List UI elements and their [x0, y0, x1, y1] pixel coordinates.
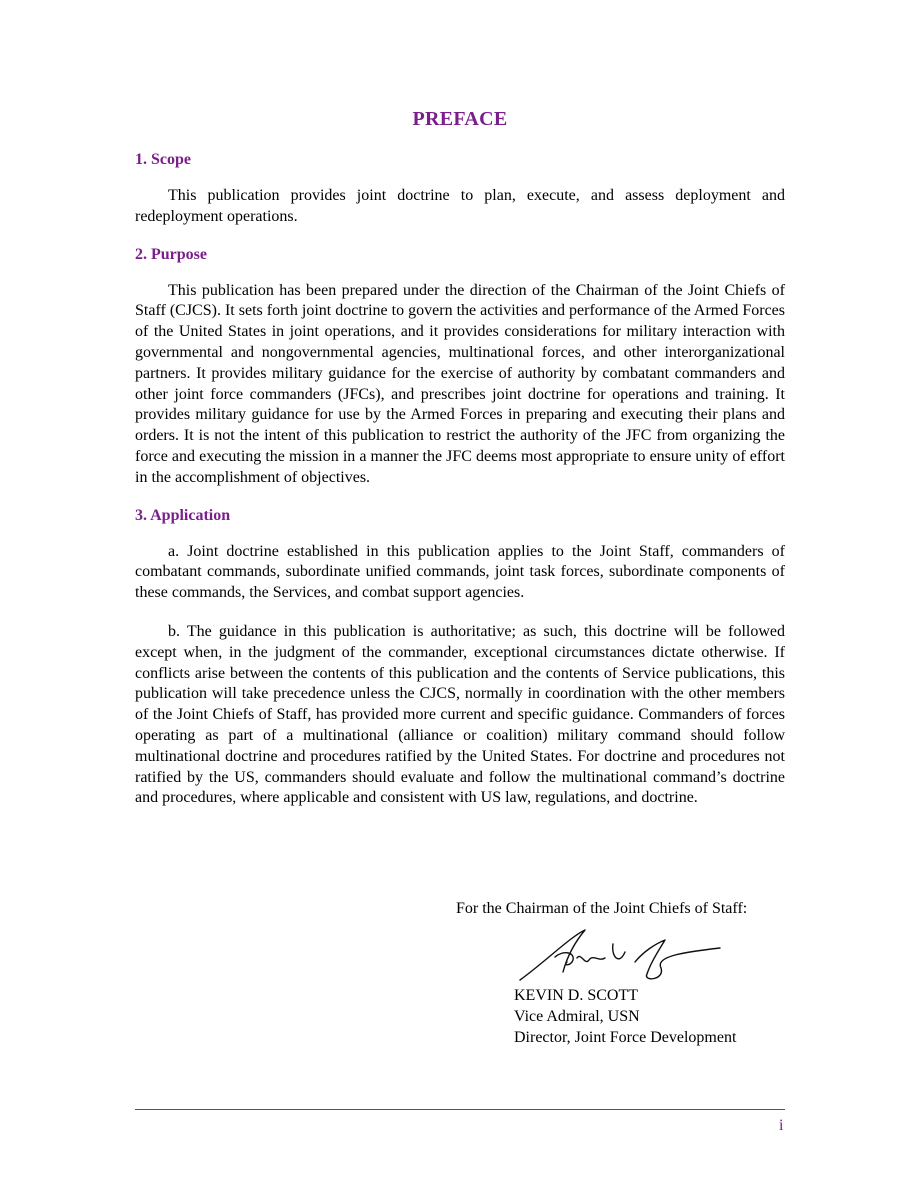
- handwritten-signature: [515, 922, 725, 984]
- scope-paragraph: This publication provides joint doctrine to plan, execute, and assess deployment and redeployment operations.: [135, 187, 785, 225]
- purpose-paragraph: This publication has been prepared under the direction of the Chairman of the Joint Chiefs of Staff (CJCS). It sets forth joint doctrine to govern the activities and performance of the Armed Forces of the United States in joint operations, and it provides considerations for military interaction with governmental and nongovernmental agencies, multinational forces, and other interorganizational partners. It provides military guidance for the exercise of authority by combatant commanders and other joint force commanders (JFCs), and prescribes joint doctrine for operations and training. It provides military guidance for use by the Armed Forces in preparing and executing their plans and orders. It is not the intent of this publication to restrict the authority of the JFC from organizing the force and executing the mission in a manner the JFC deems most appropriate to ensure unity of effort in the accomplishment of objectives.: [135, 281, 785, 486]
- footer-divider: [135, 1109, 785, 1110]
- document-body: [135, 108, 785, 827]
- page-title: PREFACE: [412, 108, 508, 130]
- signer-position: Director, Joint Force Development: [514, 1028, 737, 1046]
- signer-name: KEVIN D. SCOTT: [514, 987, 638, 1004]
- application-paragraph-b: b. The guidance in this publication is authoritative; as such, this doctrine will be followed except when, in the judgment of the commander, exceptional circumstances dictate otherwise. If conflicts arise between the contents of this publication and the contents of Service publications, this publication will take precedence unless the CJCS, normally in coordination with the other members of the Joint Chiefs of Staff, has provided more current and specific guidance. Commanders of forces operating as part of a multinational (alliance or coalition) military command should follow multinational doctrine and procedures ratified by the United States. For doctrine and procedures not ratified by the US, commanders should evaluate and follow the multinational command’s doctrine and procedures, where applicable and consistent with US law, regulations, and doctrine.: [135, 622, 785, 807]
- signer-block: [514, 986, 736, 1048]
- application-paragraph-a: a. Joint doctrine established in this publication applies to the Joint Staff, commanders of combatant commands, subordinate unified commands, joint task forces, subordinate components of these commands, the Services, and combat support agencies.: [135, 542, 785, 602]
- section-heading-application: 3. Application: [135, 506, 231, 524]
- section-heading-scope: 1. Scope: [135, 151, 191, 168]
- signature-intro: For the Chairman of the Joint Chiefs of Staff:: [456, 900, 748, 917]
- section-heading-purpose: 2. Purpose: [135, 245, 207, 263]
- signer-rank: Vice Admiral, USN: [514, 1007, 640, 1025]
- page-number: i: [779, 1117, 784, 1134]
